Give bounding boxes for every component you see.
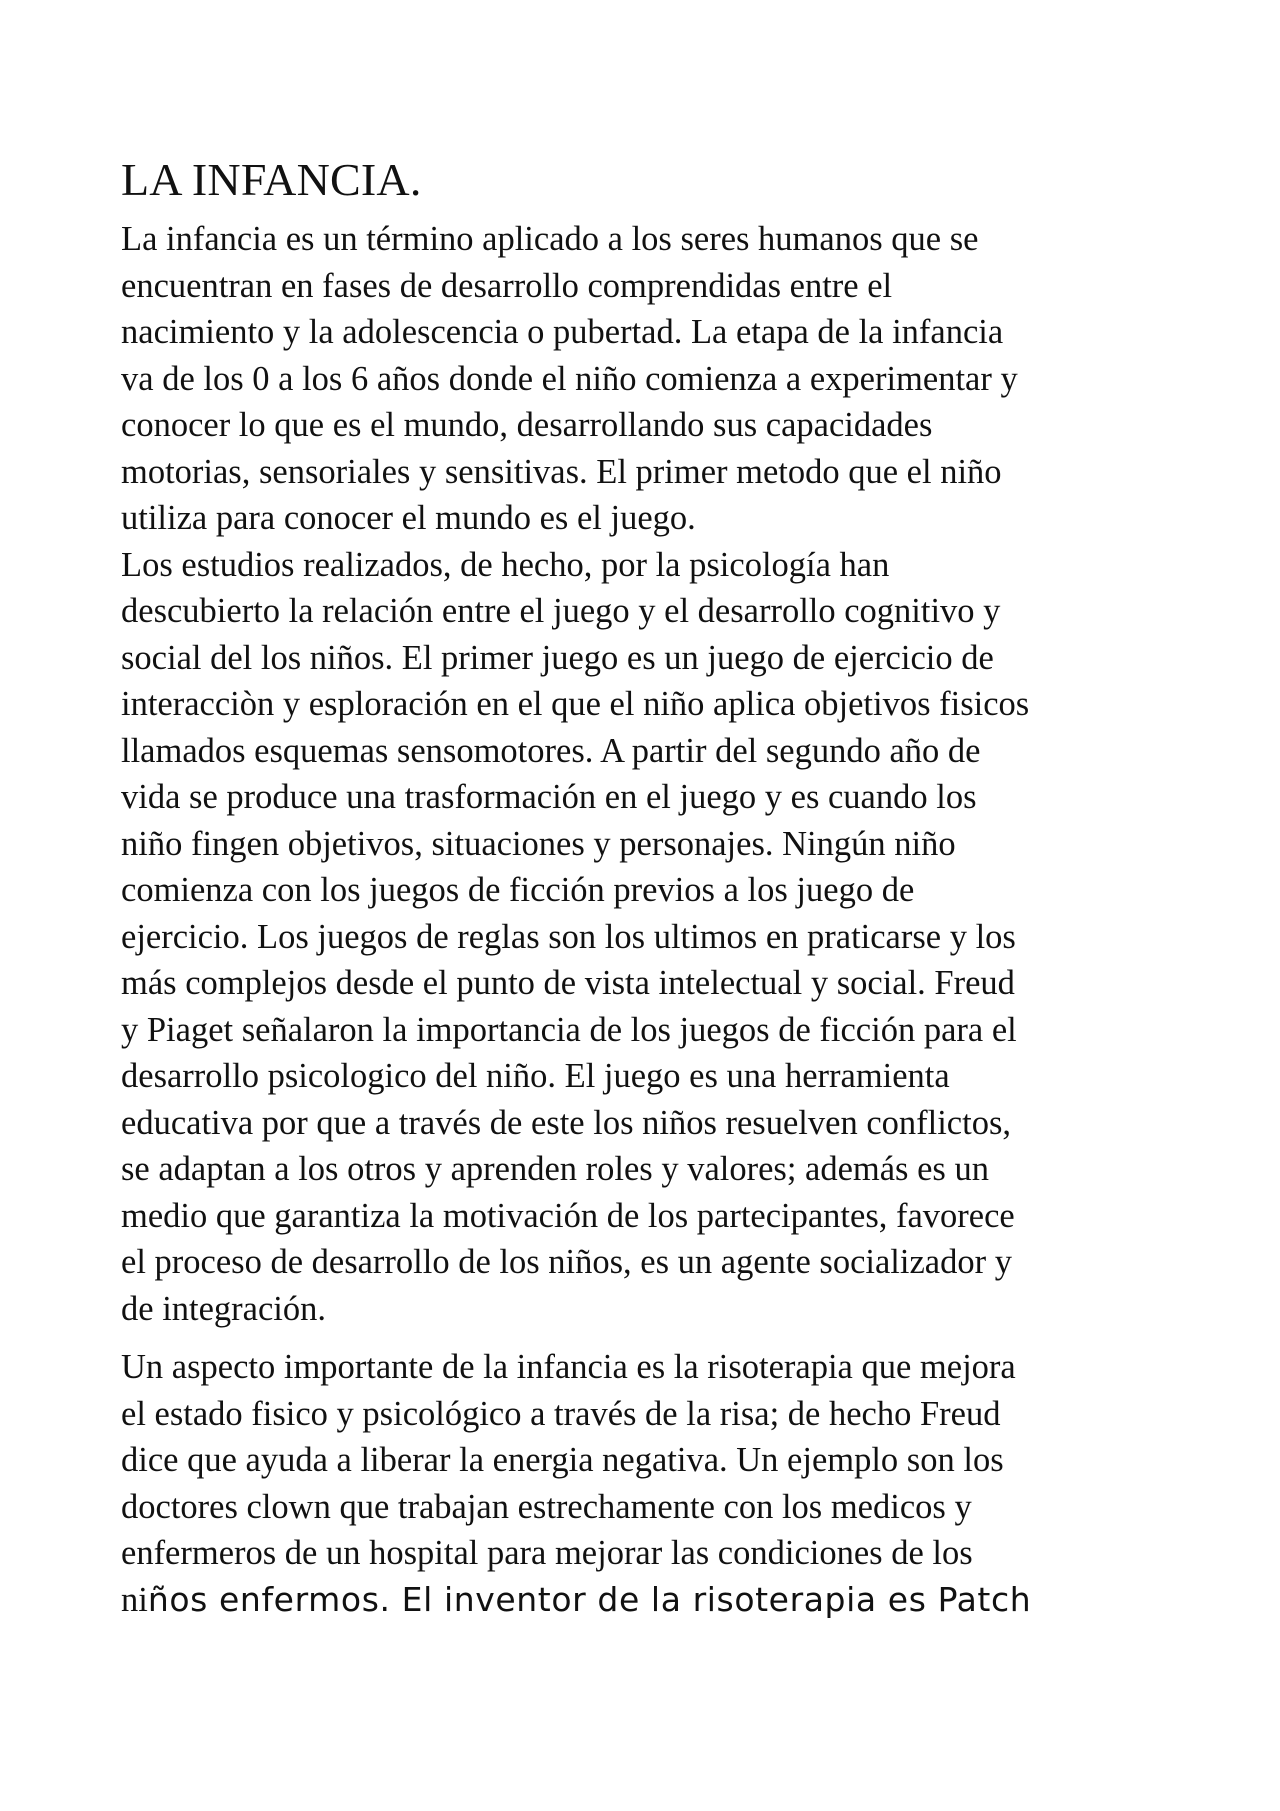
text-line: niño fingen objetivos, situaciones y personajes. Ningún niño — [121, 824, 956, 863]
text-line: conocer lo que es el mundo, desarrollando sus capacidades — [121, 406, 933, 444]
text-line: social del los niños. El primer juego es un juego de ejercicio de — [121, 638, 994, 677]
paragraph-1 — [121, 216, 1161, 542]
text-line: y Piaget señalaron la importancia de los juegos de ficción para el — [121, 1010, 1017, 1049]
text-line: medio que garantiza la motivación de los partecipantes, favorece — [121, 1196, 1015, 1235]
text-line: educativa por que a través de este los niños resuelven conflictos, — [121, 1103, 1011, 1142]
document-page — [121, 152, 1161, 1623]
text-line: nacimiento y la adolescencia o pubertad. La etapa de la infancia — [121, 313, 1004, 351]
text-line: comienza con los juegos de ficción previos a los juego de — [121, 871, 915, 909]
text-line-head: ni — [121, 1580, 148, 1619]
text-line: Un aspecto importante de la infancia es la risoterapia que mejora — [121, 1348, 1016, 1386]
text-line: Los estudios realizados, de hecho, por la psicología han — [121, 545, 890, 584]
text-line: el proceso de desarrollo de los niños, es un agente socializador y — [121, 1243, 1012, 1281]
text-line: más complejos desde el punto de vista intelectual y social. Freud — [121, 964, 1015, 1002]
document-title: LA INFANCIA. — [121, 154, 422, 205]
text-line: doctores clown que trabajan estrechamente con los medicos y — [121, 1487, 972, 1526]
text-line: llamados esquemas sensomotores. A partir del segundo año de — [121, 731, 981, 770]
text-line: dice que ayuda a liberar la energia negativa. Un ejemplo son los — [121, 1441, 1004, 1479]
text-line: desarrollo psicologico del niño. El juego es una herramienta — [121, 1057, 950, 1095]
text-line-tail: ños enfermos. El inventor de la risoterapia es Patch — [147, 1579, 1032, 1619]
text-line: vida se produce una trasformación en el juego y es cuando los — [121, 778, 977, 816]
text-line: el estado fisico y psicológico a través de la risa; de hecho Freud — [121, 1394, 1001, 1433]
paragraph-spacer — [121, 1332, 1161, 1344]
text-line: interacciòn y esploración en el que el niño aplica objetivos fisicos — [121, 685, 1030, 723]
text-line: se adaptan a los otros y aprenden roles y valores; además es un — [121, 1150, 989, 1188]
text-line: La infancia es un término aplicado a los seres humanos que se — [121, 220, 979, 258]
text-line: de integración. — [121, 1289, 326, 1328]
paragraph-2 — [121, 542, 1161, 1333]
text-line-mixed-font — [121, 1577, 1161, 1624]
text-line: enfermeros de un hospital para mejorar las condiciones de los — [121, 1534, 973, 1572]
text-line: motorias, sensoriales y sensitivas. El primer metodo que el niño — [121, 452, 1002, 491]
text-line: encuentran en fases de desarrollo comprendidas entre el — [121, 266, 893, 305]
paragraph-3 — [121, 1344, 1161, 1623]
text-line: utiliza para conocer el mundo es el juego. — [121, 499, 696, 537]
text-line: descubierto la relación entre el juego y el desarrollo cognitivo y — [121, 592, 1001, 630]
text-line: va de los 0 a los 6 años donde el niño comienza a experimentar y — [121, 359, 1018, 398]
text-line: ejercicio. Los juegos de reglas son los ultimos en praticarse y los — [121, 917, 1016, 956]
